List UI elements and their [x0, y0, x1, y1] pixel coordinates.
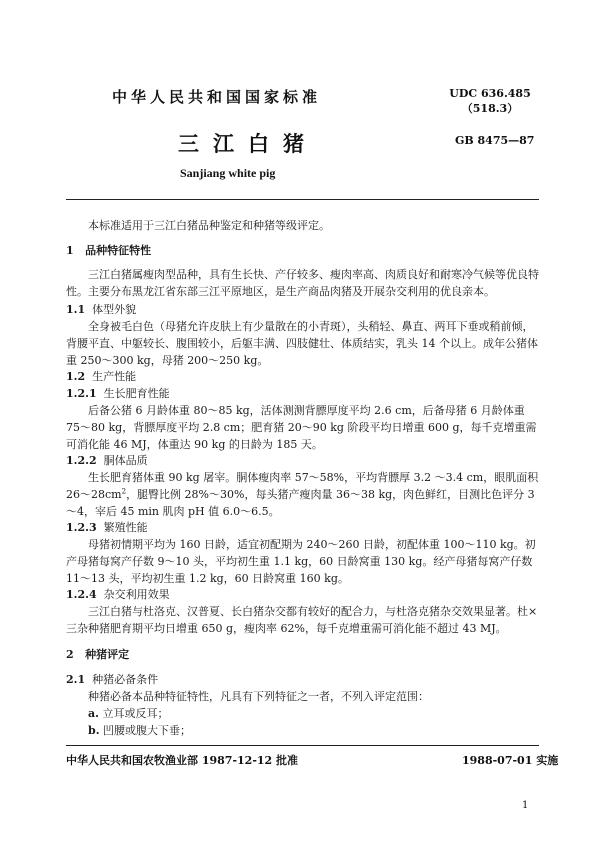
section-1-2-1-heading — [66, 385, 170, 402]
section-1-1-number: 1.1 — [66, 303, 86, 316]
section-1-2-3-text: 母猪初情期平均为 160 日龄，适宜初配期为 240～260 日龄，初配体重 100～110 kg。初产母猪每窝产仔数 9～10 头，平均初生重 1.1 kg，60 日龄窝重 130 kg。经产母猪每窝产仔数 11～13 头，平均初生重 1.2 kg，60 日龄窝重 160 kg。 — [66, 538, 536, 585]
area-unit-superscript: 2 — [121, 487, 127, 496]
section-1-2-2-title: 胴体品质 — [103, 454, 148, 467]
section-1-text: 三江白猪属瘦肉型品种，具有生长快、产仔较多、瘦肉率高、肉质良好和耐寒冷气候等优良特性。主要分布黑龙江省东部三江平原地区，是生产商品肉猪及开展杂交利用的优良亲本。 — [66, 268, 539, 298]
section-2-1-number: 2.1 — [66, 673, 86, 686]
approval-text: 中华人民共和国农牧渔业部 1987-12-12 批准 — [66, 754, 299, 767]
implementation-date: 1988-07-01 实施 — [462, 754, 559, 767]
section-1-2-number: 1.2 — [66, 370, 86, 383]
section-1-2-2-text-a: 生长肥育猪体重 90 kg 屠宰。胴体瘦肉率 57～58%，平均背膘厚 3.2 ～3.4 cm，眼肌面积 26～28cm — [66, 471, 539, 501]
section-2-1-text: 种猪必备本品种特征特性，凡具有下列特征之一者，不列入评定范围： — [88, 690, 429, 703]
section-1-2-1-title: 生长肥育性能 — [103, 387, 170, 400]
section-1-2-2-text-b: ，腿臀比例 28%～30%，每头猪产瘦肉量 36～38 kg，肉色鲜红，目测比色评分 3～4，宰后 45 min 肌肉 pH 值 6.0～6.5。 — [66, 488, 535, 518]
footer-divider — [66, 745, 539, 746]
section-1-2-3-number: 1.2.3 — [66, 521, 97, 534]
section-1-title: 品种特征特性 — [85, 244, 152, 257]
page-title: 三江白猪 — [178, 131, 318, 156]
section-2-1-heading — [66, 671, 158, 688]
section-1-number: 1 — [66, 244, 74, 257]
english-title: Sanjiang white pig — [180, 166, 276, 180]
section-2-number: 2 — [66, 648, 74, 661]
list-item-b-label: b. — [88, 724, 100, 737]
section-1-2-1-text: 后备公猪 6 月龄体重 80～85 kg，活体测测背膘厚度平均 2.6 cm，后备母猪 6 月龄体重 75～80 kg，背膘厚度平均 2.8 cm；肥育猪 20～90 kg 阶段平均日增重 600 g，每千克增重需可消化能 46 MJ，体重达 90 kg 的日龄为 185 天。 — [66, 404, 537, 451]
list-item-b-text: 凹腰或腹大下垂； — [103, 724, 192, 737]
section-1-2-3-title: 繁殖性能 — [103, 521, 148, 534]
list-item-a-label: a. — [88, 707, 99, 720]
section-1-2-4-number: 1.2.4 — [66, 588, 97, 601]
section-1-1-text: 全身被毛白色（母猪允许皮肤上有少量散在的小青斑），头稍轻、鼻直、两耳下垂或稍前倾，背腰平直、中躯较长、腹围较小，后躯丰满、四肢健壮、体质结实，乳头 14 个以上。成年公猪体重 250～300 kg，母猪 200～250 kg。 — [66, 320, 538, 367]
section-1-2-2-heading — [66, 452, 148, 469]
section-1-2-4-title: 杂交利用效果 — [103, 588, 170, 601]
section-1-2-3-heading — [66, 519, 148, 536]
section-1-2-2-number: 1.2.2 — [66, 454, 97, 467]
section-2-title: 种猪评定 — [85, 648, 130, 661]
section-1-2-2-text — [66, 469, 539, 520]
udc-block — [440, 86, 540, 116]
gb-number: GB 8475—87 — [455, 134, 535, 147]
header-divider — [66, 199, 539, 200]
section-1-2-4-heading — [66, 586, 170, 603]
section-1-1-heading — [66, 301, 136, 318]
section-1-2-1-number: 1.2.1 — [66, 387, 97, 400]
udc-sub: （518.3） — [461, 102, 519, 115]
list-item-a — [88, 705, 168, 722]
section-2-1-title: 种猪必备条件 — [92, 673, 159, 686]
section-1-1-title: 体型外貌 — [92, 303, 137, 316]
section-1-2-title: 生产性能 — [92, 370, 137, 383]
scope-text: 本标准适用于三江白猪品种鉴定和种猪等级评定。 — [88, 219, 330, 232]
section-1-2-heading — [66, 368, 136, 385]
list-item-b — [88, 722, 191, 739]
udc-code: UDC 636.485 — [449, 87, 531, 100]
list-item-a-text: 立耳或反耳； — [102, 707, 169, 720]
standard-name: 中华人民共和国国家标准 — [112, 88, 322, 106]
section-1-2-4-text: 三江白猪与杜洛克、汉普夏、长白猪杂交都有较好的配合力，与杜洛克猪杂交效果显著。杜×三杂种猪肥育期平均日增重 650 g，瘦肉率 62%，每千克增重需可消化能不超过 43 MJ。 — [66, 605, 538, 635]
section-1-heading — [66, 242, 151, 259]
page-number: 1 — [522, 800, 529, 811]
section-2-heading — [66, 646, 129, 663]
